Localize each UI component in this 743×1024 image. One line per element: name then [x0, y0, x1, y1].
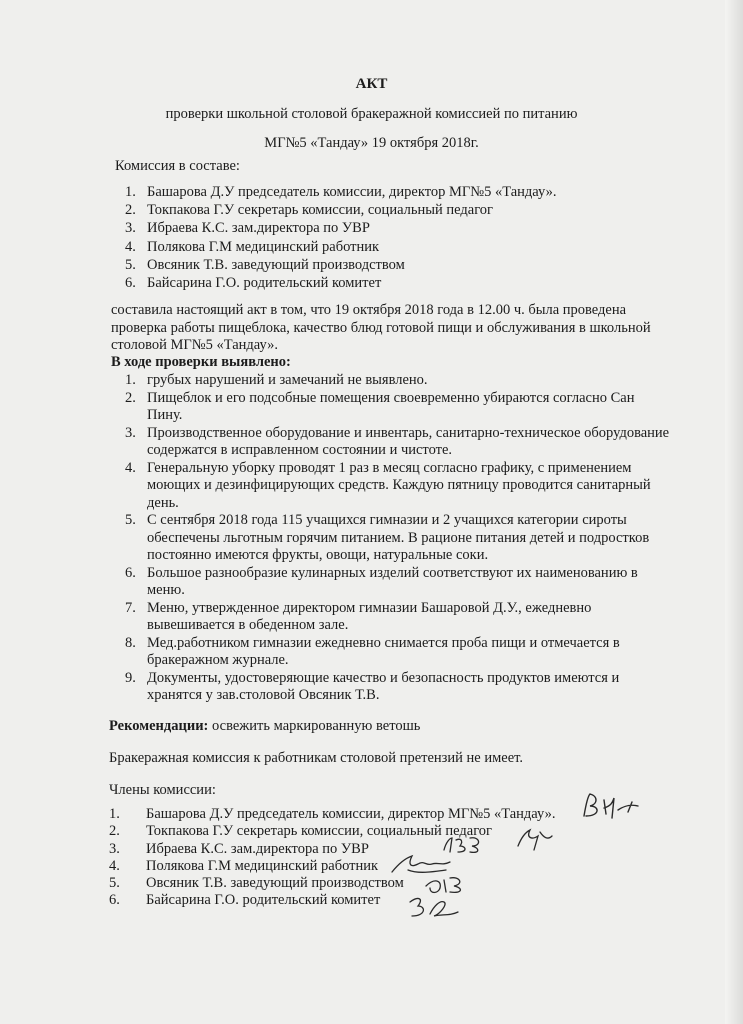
- commission-members-list: [125, 183, 556, 292]
- finding-item: 8. Мед.работником гимназии ежедневно снимается проба пищи и отмечается в бракеражном журнале.: [125, 634, 620, 668]
- document-subtitle-line1: проверки школьной столовой бракеражной комиссией по питанию: [165, 106, 578, 122]
- page-edge-shadow: [725, 0, 743, 1024]
- signer-item: 5. Овсяник Т.В. заведующий производством: [109, 875, 404, 892]
- signer-item: 4. Полякова Г.М медицинский работник: [109, 857, 379, 874]
- commission-composition-label: Комиссия в составе:: [115, 158, 240, 174]
- signature-1: [578, 790, 648, 822]
- document-title: АКТ: [355, 76, 388, 92]
- finding-item: 6. Большое разнообразие кулинарных изделий соответствуют их наименованию в меню.: [125, 564, 638, 598]
- finding-item: 2. Пищеблок и его подсобные помещения своевременно убираются согласно Сан Пину.: [125, 389, 635, 423]
- finding-item: 5. С сентября 2018 года 115 учащихся гимназии и 2 учащихся категории сироты обеспечены льготным горячим питанием. В рационе питания детей и подростков постоянно имеются фрукты, овощи, натуральные соки.: [125, 512, 650, 563]
- recommendations-label: Рекомендации:: [109, 718, 209, 734]
- finding-item: 3. Производственное оборудование и инвентарь, санитарно-техническое оборудование содержатся в исправленном состоянии и чистоте.: [125, 424, 670, 458]
- signature-2: [512, 824, 556, 854]
- findings-list: [125, 372, 670, 705]
- signer-item: 1. Башарова Д.У председатель комиссии, директор МГ№5 «Тандау».: [109, 806, 556, 822]
- findings-heading: В ходе проверки выявлено:: [111, 354, 291, 370]
- document-subtitle-line2: МГ№5 «Тандау» 19 октября 2018г.: [264, 135, 479, 151]
- recommendations-line: [109, 718, 420, 735]
- finding-item: 1. грубых нарушений и замечаний не выявлено.: [125, 372, 428, 388]
- member-item: 2. Токпакова Г.У секретарь комиссии, социальный педагог: [125, 202, 493, 219]
- member-item: 6. Байсарина Г.О. родительский комитет: [125, 274, 382, 291]
- member-item: 3. Ибраева К.С. зам.директора по УВР: [125, 220, 370, 237]
- member-item: 1. Башарова Д.У председатель комиссии, директор МГ№5 «Тандау».: [125, 184, 557, 200]
- signer-item: 3. Ибраева К.С. зам.директора по УВР: [109, 840, 369, 857]
- signature-6: [404, 892, 464, 924]
- member-item: 5. Овсяник Т.В. заведующий производством: [125, 256, 405, 273]
- member-item: 4. Полякова Г.М медицинский работник: [125, 238, 380, 255]
- no-claims-statement: Бракеражная комиссия к работникам столовой претензий не имеет.: [109, 750, 524, 766]
- act-body-paragraph: составила настоящий акт в том, что 19 октября 2018 года в 12.00 ч. была проведена проверка работы пищеблока, качество блюд готовой пищи и обслуживания в школьной столовой МГ№5 «Тандау».: [111, 302, 651, 353]
- finding-item: 9. Документы, удостоверяющие качество и безопасность продуктов имеются и хранятся у зав.столовой Овсяник Т.В.: [125, 669, 620, 703]
- finding-item: 4. Генеральную уборку проводят 1 раз в месяц согласно графику, с применением моющих и дезинфицирующих средств. Каждую пятницу проводится санитарный день.: [125, 459, 651, 511]
- recommendations-text: освежить маркированную ветошь: [208, 718, 421, 734]
- finding-item: 7. Меню, утвержденное директором гимназии Башаровой Д.У., ежедневно вывешивается в обеденном зале.: [125, 599, 592, 633]
- signer-item: 6. Байсарина Г.О. родительский комитет: [109, 892, 381, 909]
- signer-item: 2. Токпакова Г.У секретарь комиссии, социальный педагог: [109, 823, 492, 840]
- signers-label: Члены комиссии:: [109, 782, 216, 798]
